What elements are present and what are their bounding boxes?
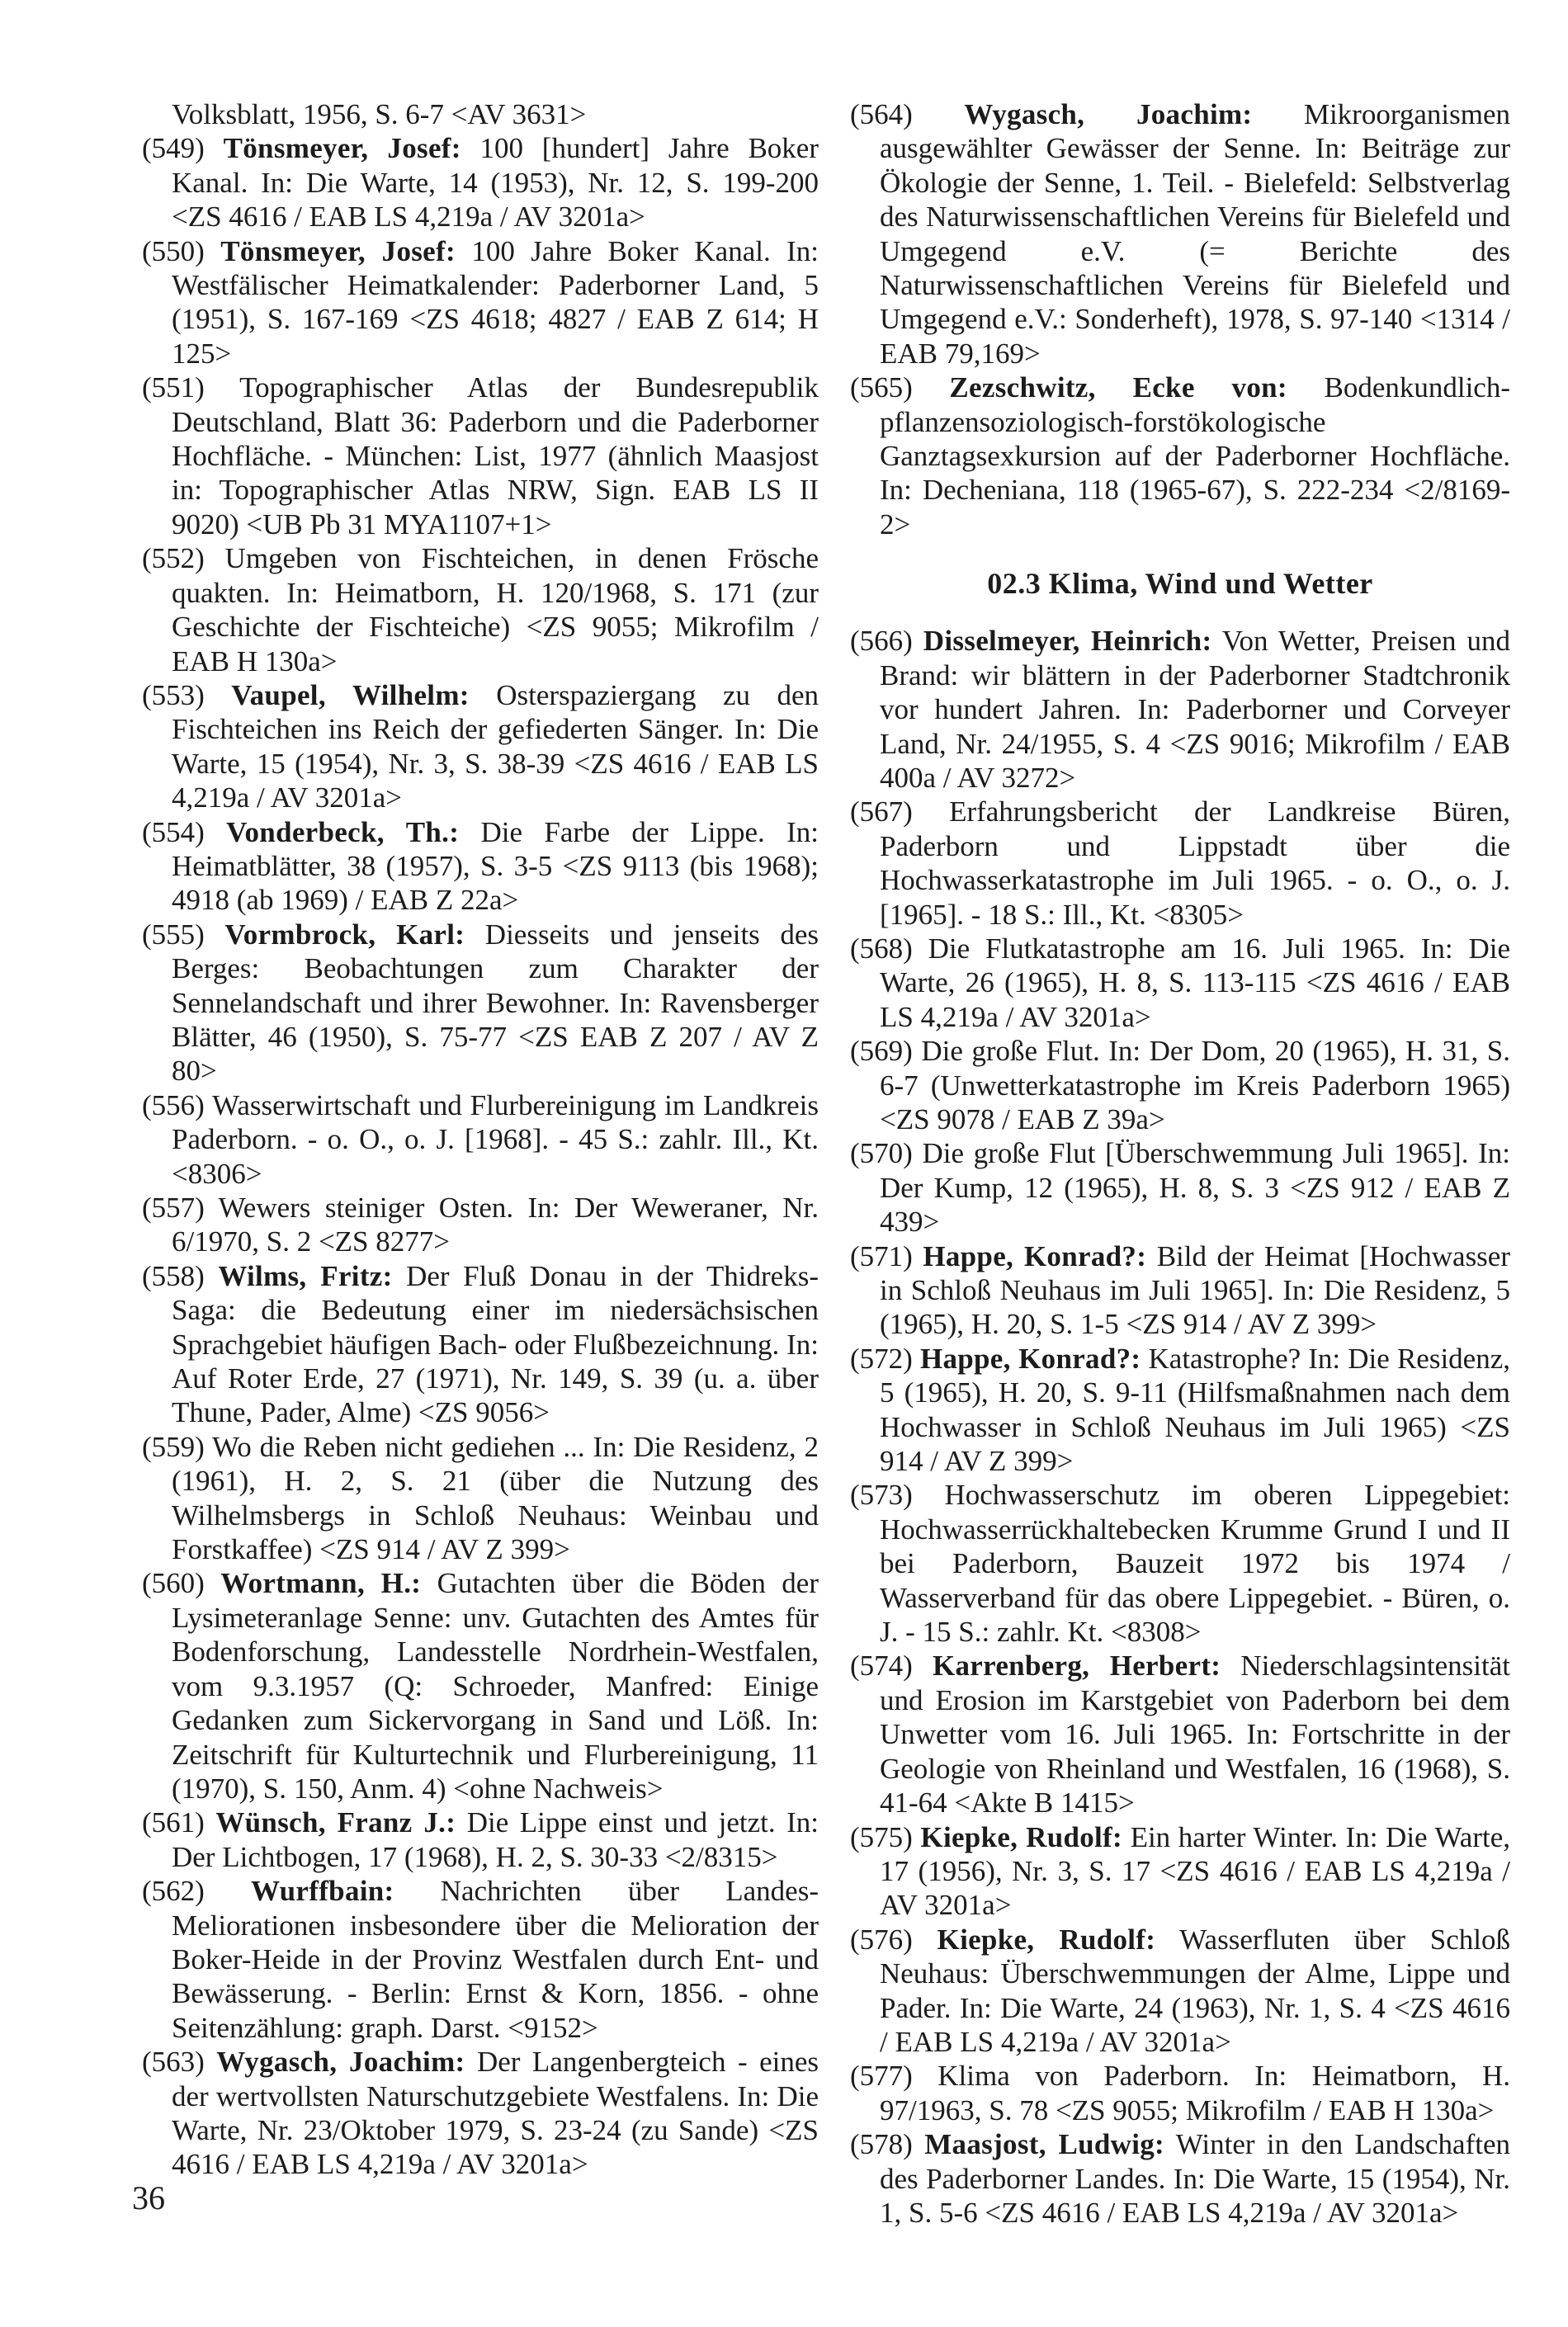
entry-number: (569) (850, 1035, 913, 1068)
bibliography-entry (850, 2127, 1510, 2230)
entry-author: Wurffbain: (251, 1875, 394, 1908)
page-number: 36 (132, 2179, 165, 2216)
entry-author: Tönsmeyer, Josef: (223, 132, 461, 165)
entry-text: Diesseits und jenseits des Berges: Beobachtungen zum Charakter der Sennelandschaft und ihrer Bewohner. In: Ravensberger Blätter, 46 (1950), S. 75-77 <ZS EAB Z 207 / AV Z 80> (172, 918, 819, 1088)
entry-text: 100 [hundert] Jahre Boker Kanal. In: Die Warte, 14 (1953), Nr. 12, S. 199-200 <ZS 4616 / EAB LS 4,219a / AV 3201a> (172, 132, 819, 234)
entry-number: (553) (142, 678, 205, 711)
entry-text: Katastrophe? In: Die Residenz, 5 (1965), H. 20, S. 9-11 (Hilfsmaßnahmen nach dem Hochwasser in Schloß Neuhaus im Juli 1965) <ZS 914 / AV Z 399> (880, 1342, 1510, 1478)
entry-number: (560) (142, 1567, 205, 1600)
bibliography-entry (850, 1034, 1510, 1136)
bibliography-entry (850, 1342, 1510, 1479)
entry-text: Die Farbe der Lippe. In: Heimatblätter, 38 (1957), S. 3-5 <ZS 9113 (bis 1968); 4918 (ab 1969) / EAB Z 22a> (172, 815, 819, 917)
entry-number: (557) (142, 1192, 205, 1224)
entry-author: Wilms, Fritz: (218, 1259, 393, 1292)
bibliography-entry (142, 541, 819, 678)
entry-text: Von Wetter, Preisen und Brand: wir blättern in der Paderborner Stadtchronik vor hundert Jahren. In: Paderborner und Corveyer Land, Nr. 24/1955, S. 4 <ZS 9016; Mikrofilm / EAB 400a / AV 3272> (880, 625, 1510, 794)
bibliography-entry (850, 795, 1510, 932)
bibliography-entry (142, 1566, 819, 1805)
entry-author: Wünsch, Franz J.: (215, 1806, 456, 1839)
bibliography-entry (142, 2045, 819, 2182)
entry-text: Wasserwirtschaft und Flurbereinigung im Landkreis Paderborn. - o. O., o. J. [1968]. - 45 S.: zahlr. Ill., Kt. <8306> (172, 1088, 819, 1190)
bibliography-entry (142, 234, 819, 371)
bibliography-entry (142, 1088, 819, 1191)
entry-author: Karrenberg, Herbert: (932, 1650, 1221, 1683)
entry-number: (549) (142, 132, 205, 165)
entry-author: Happe, Konrad?: (919, 1342, 1141, 1375)
entry-text: Ein harter Winter. In: Die Warte, 17 (1956), Nr. 3, S. 17 <ZS 4616 / EAB LS 4,219a / AV 3201a> (880, 1820, 1510, 1922)
bibliography-entry (142, 371, 819, 541)
bibliography-entry (142, 1191, 819, 1259)
entry-author: Wygasch, Joachim: (216, 2046, 465, 2079)
entry-number: (551) (142, 371, 205, 404)
entry-text: Bild der Heimat [Hochwasser in Schloß Neuhaus im Juli 1965]. In: Die Residenz, 5 (1965), H. 20, S. 1-5 <ZS 914 / AV Z 399> (880, 1239, 1510, 1341)
bibliography-entry (850, 1649, 1510, 1820)
entry-author: Vaupel, Wilhelm: (231, 678, 470, 711)
entry-text: Osterspaziergang zu den Fischteichen ins Reich der gefiederten Sänger. In: Die Warte, 15 (1954), Nr. 3, S. 38-39 <ZS 4616 / EAB LS 4,219a / AV 3201a> (172, 678, 819, 814)
bibliography-entry (850, 2059, 1510, 2127)
section-heading: 02.3 Klima, Wind und Wetter (987, 567, 1373, 601)
bibliography-entry (142, 678, 819, 815)
entry-text: Niederschlagsintensität und Erosion im Karstgebiet von Paderborn bei dem Unwetter vom 16. Juli 1965. In: Fortschritte in der Geologie von Rheinland und Westfalen, 16 (1968), S. 41-64 <Akte B 1415> (880, 1650, 1510, 1820)
bibliography-entry (850, 1136, 1510, 1239)
entry-text: Hochwasserschutz im oberen Lippegebiet: Hochwasserrückhaltebecken Krumme Grund I und II bei Paderborn, Bauzeit 1972 bis 1974 / Wasserverband für das obere Lippegebiet. - Büren, o. J. - 15 S.: zahlr. Kt. <8308> (880, 1479, 1510, 1649)
entry-author: Wortmann, H.: (220, 1567, 422, 1600)
entry-number: (555) (142, 918, 205, 951)
right-column-bottom (850, 624, 1510, 2230)
entry-number: (558) (142, 1259, 205, 1292)
entry-number: (578) (850, 2128, 913, 2161)
entry-number: (574) (850, 1650, 913, 1683)
entry-number: (575) (850, 1820, 913, 1853)
bibliography-entry (850, 1820, 1510, 1923)
entry-number: (572) (850, 1342, 913, 1375)
bibliography-entry (142, 918, 819, 1088)
entry-number: (554) (142, 815, 205, 848)
bibliography-entry (142, 1805, 819, 1874)
entry-author: Wygasch, Joachim: (964, 98, 1253, 130)
entry-author: Disselmeyer, Heinrich: (923, 625, 1212, 658)
right-column-top (850, 97, 1510, 541)
entry-number: (566) (850, 625, 913, 658)
entry-text: Gutachten über die Böden der Lysimeteranlage Senne: unv. Gutachten des Amtes für Bodenforschung, Landesstelle Nordrhein-Westfalen, vom 9.3.1957 (Q: Schroeder, Manfred: Einige Gedanken zum Sickervorgang in Sand und Löß. In: Zeitschrift für Kulturtechnik und Flurbereinigung, 11 (1970), S. 150, Anm. 4) <ohne Nachweis> (172, 1567, 819, 1805)
entry-number: (562) (142, 1875, 205, 1908)
entry-author: Maasjost, Ludwig: (924, 2128, 1164, 2161)
entry-number: (567) (850, 795, 913, 828)
entry-author: Vormbrock, Karl: (224, 918, 465, 951)
entry-author: Happe, Konrad?: (923, 1239, 1147, 1272)
entry-author: Vonderbeck, Th.: (226, 815, 460, 848)
entry-text: Der Fluß Donau in der Thidreks-Saga: die Bedeutung einer im niedersächsischen Sprachgebiet häufigen Bach- oder Flußbezeichnung. In: Auf Roter Erde, 27 (1971), Nr. 149, S. 39 (u. a. über Thune, Pader, Alme) <ZS 9056> (172, 1259, 819, 1429)
bibliography-entry (142, 97, 819, 131)
entry-text: Volksblatt, 1956, S. 6-7 <AV 3631> (172, 98, 587, 130)
entry-text: Winter in den Landschaften des Paderborner Landes. In: Die Warte, 15 (1954), Nr. 1, S. 5-6 <ZS 4616 / EAB LS 4,219a / AV 3201a> (880, 2128, 1510, 2229)
entry-number: (577) (850, 2060, 913, 2093)
bibliography-entry (850, 371, 1510, 541)
entry-text: Der Langenbergteich - eines der wertvollsten Naturschutzgebiete Westfalens. In: Die Warte, Nr. 23/Oktober 1979, S. 23-24 (zu Sande) <ZS 4616 / EAB LS 4,219a / AV 3201a> (172, 2046, 819, 2181)
entry-number: (563) (142, 2046, 205, 2079)
bibliography-entry (142, 1259, 819, 1430)
entry-text: 100 Jahre Boker Kanal. In: Westfälischer Heimatkalender: Paderborner Land, 5 (1951), S. 167-169 <ZS 4618; 4827 / EAB Z 614; H 125> (172, 234, 819, 370)
bibliography-entry (142, 1430, 819, 1567)
entry-author: Kiepke, Rudolf: (920, 1820, 1122, 1853)
entry-number: (571) (850, 1239, 913, 1272)
entry-text: Die Flutkatastrophe am 16. Juli 1965. In: Die Warte, 26 (1965), H. 8, S. 113-115 <ZS 4616 / EAB LS 4,219a / AV 3201a> (880, 932, 1510, 1033)
entry-text: Wo die Reben nicht gediehen ... In: Die Residenz, 2 (1961), H. 2, S. 21 (über die Nutzung des Wilhelmsbergs in Schloß Neuhaus: Weinbau und Forstkaffee) <ZS 914 / AV Z 399> (172, 1430, 819, 1566)
bibliography-entry (142, 815, 819, 918)
entry-text: Nachrichten über Landes-Meliorationen insbesondere über die Melioration der Boker-Heide in der Provinz Westfalen durch Ent- und Bewässerung. - Berlin: Ernst & Korn, 1856. - ohne Seitenzählung: graph. Darst. <9152> (172, 1875, 819, 2044)
entry-text: Topographischer Atlas der Bundesrepublik Deutschland, Blatt 36: Paderborn und die Paderborner Hochfläche. - München: List, 1977 (ähnlich Maasjost in: Topographischer Atlas NRW, Sign. EAB LS II 9020) <UB Pb 31 MYA1107+1> (172, 371, 819, 540)
entry-text: Wewers steiniger Osten. In: Der Weweraner, Nr. 6/1970, S. 2 <ZS 8277> (172, 1192, 819, 1258)
bibliography-entry (850, 97, 1510, 371)
entry-number: (556) (142, 1088, 205, 1121)
bibliography-entry (850, 1478, 1510, 1649)
bibliography-entry (850, 932, 1510, 1034)
entry-text: Klima von Paderborn. In: Heimatborn, H. 97/1963, S. 78 <ZS 9055; Mikrofilm / EAB H 130a> (880, 2060, 1511, 2126)
entry-number: (561) (142, 1806, 205, 1839)
entry-number: (565) (850, 371, 913, 404)
entry-author: Zezschwitz, Ecke von: (949, 371, 1287, 404)
left-column (142, 97, 819, 2182)
entry-text: Wasserfluten über Schloß Neuhaus: Überschwemmungen der Alme, Lippe und Pader. In: Die Warte, 24 (1963), Nr. 1, S. 4 <ZS 4616 / EAB LS 4,219a / AV 3201a> (880, 1923, 1511, 2058)
entry-author: Tönsmeyer, Josef: (220, 234, 456, 267)
entry-number: (568) (850, 932, 913, 965)
entry-number: (576) (850, 1923, 913, 1956)
entry-text: Mikroorganismen ausgewählter Gewässer der Senne. In: Beiträge zur Ökologie der Senne, 1. Teil. - Bielefeld: Selbstverlag des Naturwissenschaftlichen Vereins für Bielefeld und Umgegend e.V. (= Berichte des Naturwissenschaftlichen Vereins für Bielefeld und Umgegend e.V.: Sonderheft), 1978, S. 97-140 <1314 / EAB 79,169> (880, 98, 1510, 370)
entry-text: Die große Flut [Überschwemmung Juli 1965]. In: Der Kump, 12 (1965), H. 8, S. 3 <ZS 912 / EAB Z 439> (880, 1137, 1511, 1239)
entry-text: Umgeben von Fischteichen, in denen Frösche quakten. In: Heimatborn, H. 120/1968, S. 171 (zur Geschichte der Fischteiche) <ZS 9055; Mikrofilm / EAB H 130a> (172, 542, 819, 677)
entry-number: (573) (850, 1479, 913, 1512)
bibliography-entry (850, 624, 1510, 795)
entry-number: (559) (142, 1430, 205, 1463)
entry-text: Erfahrungsbericht der Landkreise Büren, Paderborn und Lippstadt über die Hochwasserkatastrophe im Juli 1965. - o. O., o. J. [1965]. - 18 S.: Ill., Kt. <8305> (880, 795, 1510, 931)
right-column (850, 97, 1510, 2230)
entry-text: Bodenkundlich-pflanzensoziologisch-forstökologische Ganztagsexkursion auf der Paderborner Hochfläche. In: Decheniana, 118 (1965-67), S. 222-234 <2/8169-2> (880, 371, 1510, 540)
entry-number: (552) (142, 542, 205, 575)
bibliography-entry (850, 1923, 1510, 2060)
entry-number: (570) (850, 1137, 913, 1170)
bibliography-entry (850, 1239, 1510, 1342)
entry-author: Kiepke, Rudolf: (937, 1923, 1156, 1956)
entry-text: Die große Flut. In: Der Dom, 20 (1965), H. 31, S. 6-7 (Unwetterkatastrophe im Kreis Paderborn 1965) <ZS 9078 / EAB Z 39a> (880, 1035, 1510, 1135)
bibliography-entry (142, 1874, 819, 2045)
entry-number: (550) (142, 234, 205, 267)
bibliography-entry (142, 131, 819, 234)
entry-text: Die Lippe einst und jetzt. In: Der Lichtbogen, 17 (1968), H. 2, S. 30-33 <2/8315> (172, 1806, 819, 1873)
entry-number: (564) (850, 98, 913, 130)
